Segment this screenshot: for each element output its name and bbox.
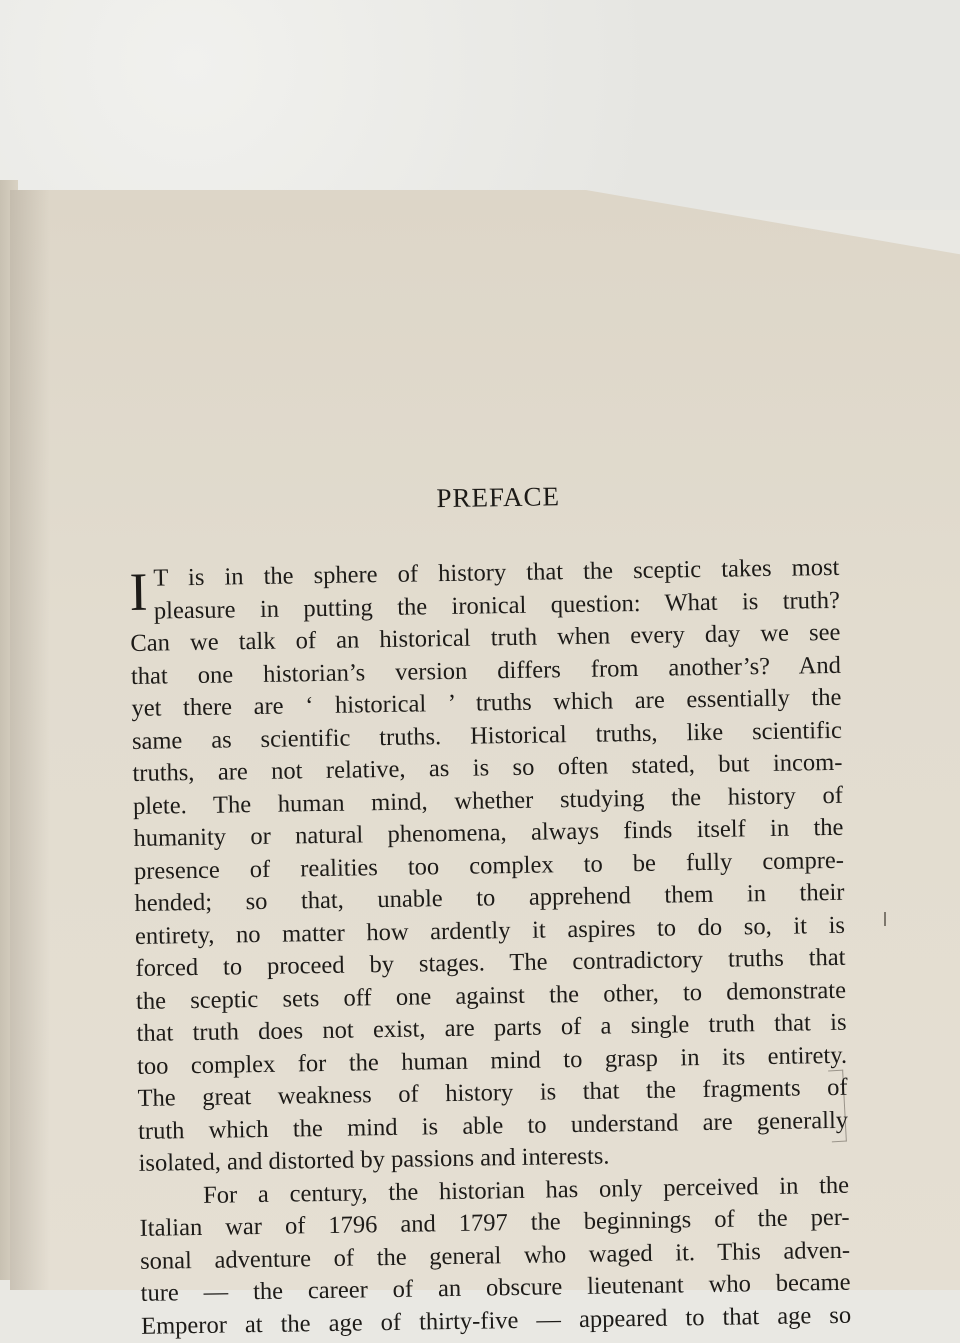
drop-cap: I (129, 561, 149, 622)
text-line: truth which the mind is able to understand are generally (137, 1106, 849, 1145)
gutter-shadow (10, 190, 50, 1290)
text-line: Can we talk of an historical truth when every day we see (130, 618, 841, 657)
text-line: that one historian’s version differs from another’s? And (130, 651, 842, 690)
text-line: too complex for the human mind to grasp in its entirety. (136, 1041, 848, 1080)
text-line: ture — the career of an obscure lieutenant who became (140, 1268, 851, 1307)
text-line: entirety, no matter how ardently it aspires to do so, it is (134, 911, 846, 950)
text-line: the sceptic sets off one against the other, to demonstrate (135, 976, 847, 1015)
text-line: that truth does not exist, are parts of a single truth that is (136, 1008, 847, 1047)
preface-text-block (128, 477, 861, 1343)
pencil-mark (884, 912, 886, 926)
text-line: yet there are ‘ historical ’ truths which are essentially the (131, 683, 842, 722)
text-line: forced to proceed by stages. The contradictory truths that (135, 943, 846, 982)
text-line: Emperor at the age of thirty-five — appeared to that age so (140, 1301, 852, 1340)
text-line: same as scientific truths. Historical truths, like scientific (131, 716, 843, 755)
text-line: The great weakness of history is that the fragments of (137, 1073, 848, 1112)
text-line: T is in the sphere of history that the sceptic takes most (153, 553, 840, 592)
first-paragraph-start (129, 552, 850, 628)
text-line: plete. The human mind, whether studying the history of (132, 781, 844, 820)
text-line: hended; so that, unable to apprehend them in their (134, 878, 845, 917)
second-paragraph (139, 1169, 861, 1343)
text-line: humanity or natural phenomena, always finds itself in the (133, 813, 844, 852)
text-line: presence of realities too complex to be fully compre- (133, 846, 845, 885)
text-line: truths, are not relative, as is so often stated, but incom- (132, 748, 843, 787)
text-line: For a century, the historian has only perceived in the (202, 1171, 850, 1209)
first-paragraph-body (130, 617, 859, 1181)
text-line: pleasure in putting the ironical question: What is truth? (153, 586, 841, 625)
text-line: Italian war of 1796 and 1797 the beginnings of the per- (139, 1203, 850, 1242)
text-line: sonal adventure of the general who waged it. This adven- (139, 1236, 851, 1275)
page-title: PREFACE (436, 481, 561, 514)
text-line: isolated, and distorted by passions and interests. (138, 1142, 610, 1177)
